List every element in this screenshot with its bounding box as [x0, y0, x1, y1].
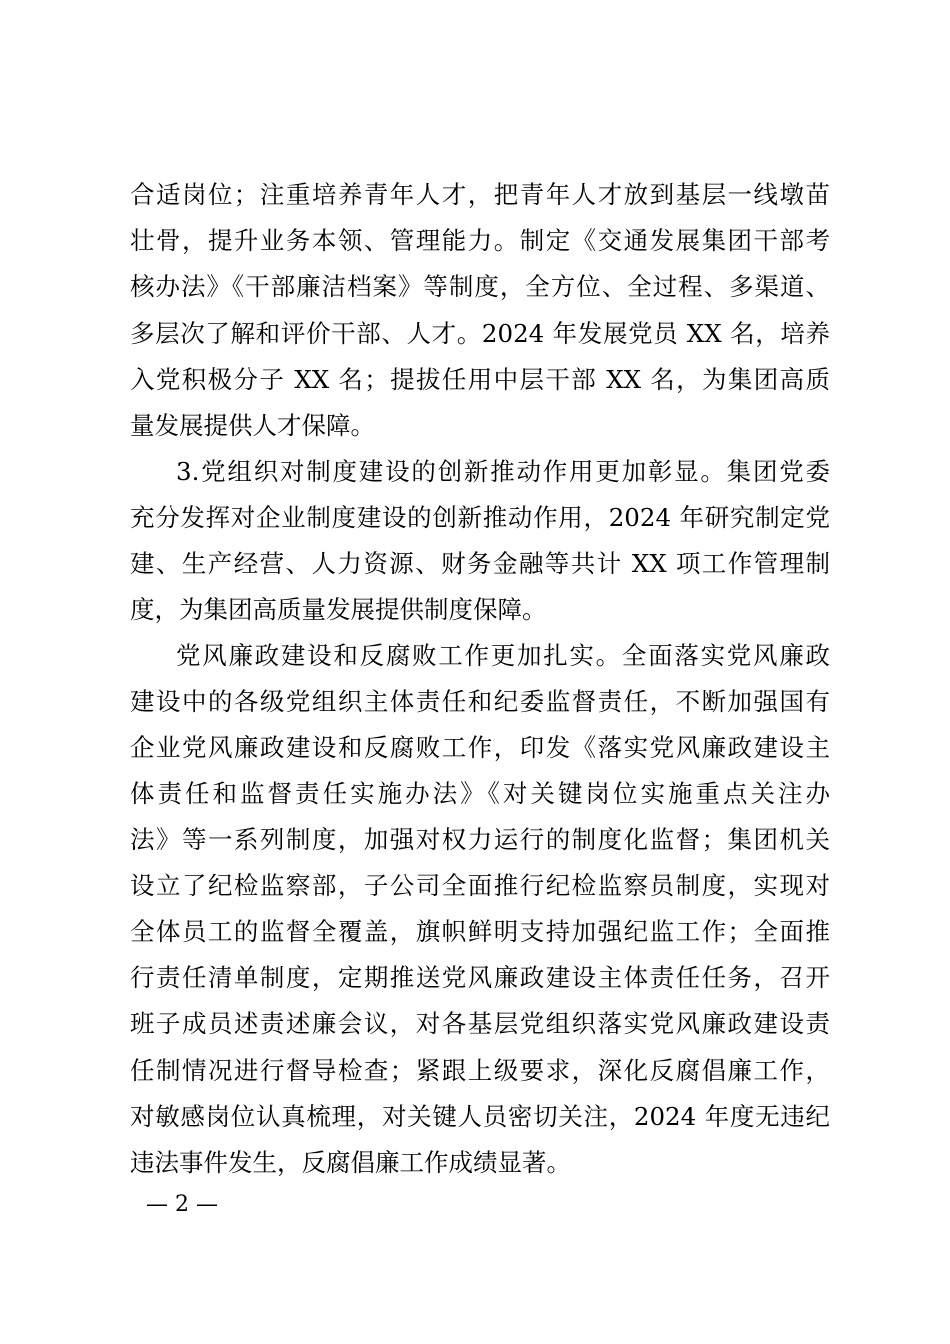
text-line: 体责任和监督责任实施办法》《对关键岗位实施重点关注办	[130, 779, 830, 808]
text-line: 核办法》《干部廉洁档案》等制度，全方位、全过程、多渠道、	[130, 272, 830, 301]
text-line: 任制情况进行督导检查；紧跟上级要求，深化反腐倡廉工作，	[130, 1056, 830, 1085]
text-line: 违法事件发生，反腐倡廉工作成绩显著。	[130, 1148, 571, 1177]
text-line: 多层次了解和评价干部、人才。2024 年发展党员 XX 名，培养	[130, 319, 830, 348]
text-line: 入党积极分子 XX 名；提拔任用中层干部 XX 名，为集团高质	[130, 365, 830, 394]
text-line: 行责任清单制度，定期推送党风廉政建设主体责任任务，召开	[130, 963, 830, 992]
page-number: — 2 —	[146, 1192, 218, 1217]
text-line: 量发展提供人才保障。	[130, 411, 375, 440]
text-line: 全体员工的监督全覆盖，旗帜鲜明支持加强纪监工作；全面推	[130, 917, 830, 946]
text-line: 建、生产经营、人力资源、财务金融等共计 XX 项工作管理制	[130, 549, 830, 578]
paragraph-start: 党风廉政建设和反腐败工作更加扎实。全面落实党风廉政	[176, 641, 830, 670]
text-line: 设立了纪检监察部，子公司全面推行纪检监察员制度，实现对	[130, 871, 830, 900]
section-heading: 3.党组织对制度建设的创新推动作用更加彰显。集团党委	[176, 457, 830, 486]
text-line: 度，为集团高质量发展提供制度保障。	[130, 595, 547, 624]
text-line: 充分发挥对企业制度建设的创新推动作用，2024 年研究制定党	[130, 503, 830, 532]
text-line: 班子成员述责述廉会议，对各基层党组织落实党风廉政建设责	[130, 1009, 830, 1038]
text-line: 建设中的各级党组织主体责任和纪委监督责任，不断加强国有	[130, 687, 830, 716]
text-line: 企业党风廉政建设和反腐败工作，印发《落实党风廉政建设主	[130, 733, 830, 762]
text-line: 合适岗位；注重培养青年人才，把青年人才放到基层一线墩苗	[130, 180, 830, 209]
text-line: 对敏感岗位认真梳理，对关键人员密切关注，2024 年度无违纪	[130, 1102, 830, 1131]
text-line: 壮骨，提升业务本领、管理能力。制定《交通发展集团干部考	[130, 226, 830, 255]
text-line: 法》等一系列制度，加强对权力运行的制度化监督；集团机关	[130, 825, 830, 854]
